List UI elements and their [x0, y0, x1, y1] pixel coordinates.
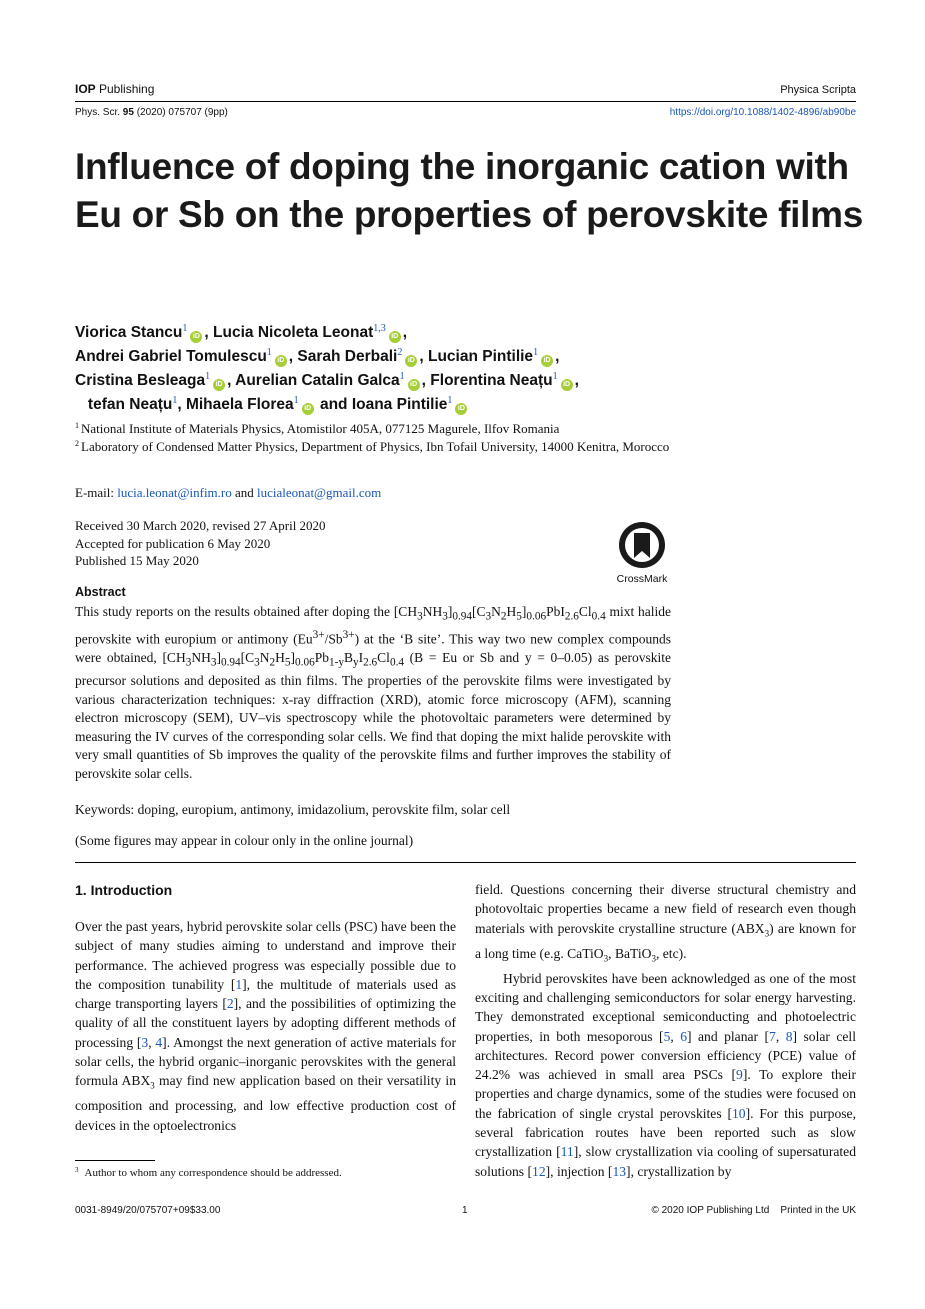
author-name[interactable]: Ioana Pintilie	[351, 396, 448, 413]
author-name[interactable]: tefan Neațu	[87, 396, 173, 413]
copyright: © 2020 IOP Publishing Ltd Printed in the UK	[651, 1205, 856, 1216]
header-rule	[75, 101, 856, 102]
section-heading: 1. Introduction	[75, 882, 173, 898]
published-date: Published 15 May 2020	[75, 553, 199, 568]
author-list: Viorica Stancu$^1$iD , Lucia Nicoleta Leonat$^{1,3}$iD , Andrei Gabriel Tomulescu$^1$iD , Sarah Derbali$^2$iD , Lucian Pintilie$^1$iD , Cristina Besleaga$^1$iD , Aurelian Catalin Galca$^1$iD , Florentina Neațu$^1$iD , tefan Neațu$^1$, Mihaela Florea$^1$iD and Ioana Pintilie$^1$iD	[75, 323, 579, 413]
paragraph: Hybrid perovskites have been acknowledged as one of the most exciting and challenging semiconductors for solar energy harvesting. They demonstrated exceptional semiconducting and photoelectric properties, in both mesoporous [5, 6] and planar [7, 8] solar cell architectures. Record power conversion efficiency (PCE) value of 24.2% was achieved in small area PSCs [9]. To explore their properties and charge dynamics, some of the studies were focused on the fabrication of single crystal perovskites [10]. For this purpose, several fabrication routes have been reported such as slow crystallization [11], slow crystallization via cooling of supersaturated solutions [12], injection [13], crystallization by	[475, 970, 856, 1179]
orcid-icon[interactable]: iD	[561, 379, 573, 391]
crossmark-label: CrossMark	[616, 573, 668, 585]
paragraph: Over the past years, hybrid perovskite solar cells (PSC) have been the subject of many studies aiming to understand and improve their performance. The achieved progress was especially possible due to the composition tunability [1], the multitude of materials used as charge transporting layers [2], and the possibilities of optimizing the quality of all the constituent layers by adopting different methods of processing [3, 4]. Amongst the next generation of active materials for solar cells, the hybrid organic–inorganic perovskites with the general formula $ABX_3$ may find new application based on their versatility in composition and processing, and low effective production cost of devices in the optoelectronics	[75, 919, 456, 1133]
orcid-icon[interactable]: iD	[389, 331, 401, 343]
citation-link[interactable]: 2	[226, 996, 234, 1012]
orcid-icon[interactable]: iD	[302, 403, 314, 415]
abstract-heading: Abstract	[75, 585, 126, 599]
author-name[interactable]: Viorica Stancu	[75, 324, 183, 341]
email-line: E-mail: lucia.leonat@infim.ro and lucialeonat@gmail.com	[75, 485, 382, 500]
journal-name: Physica Scripta	[780, 84, 856, 96]
issn-code: 0031-8949/20/075707+09$33.00	[75, 1205, 221, 1216]
orcid-icon[interactable]: iD	[408, 379, 420, 391]
citation-link[interactable]: 3	[141, 1034, 149, 1050]
author-name[interactable]: Andrei Gabriel Tomulescu	[75, 348, 267, 365]
author-name[interactable]: Lucia Nicoleta Leonat	[213, 324, 374, 341]
publisher-logo: IOP Publishing	[75, 82, 155, 96]
citation: Phys. Scr. 95 (2020) 075707 (9pp)	[75, 107, 228, 118]
left-column	[75, 917, 456, 1135]
orcid-icon[interactable]: iD	[541, 355, 553, 367]
doi-link[interactable]: https://doi.org/10.1088/1402-4896/ab90be	[669, 107, 856, 118]
right-column	[475, 880, 856, 1181]
citation-link[interactable]: 6	[680, 1028, 688, 1044]
orcid-icon[interactable]: iD	[213, 379, 225, 391]
orcid-icon[interactable]: iD	[275, 355, 287, 367]
abstract-text: This study reports on the results obtained after doping the $[CH_3NH_3]_{0.94}[C_3N_2H_5]_{0.06}PbI_{2.6}Cl_{0.4}$ mixt halide perovskite with europium or antimony $(Eu^{3+}/Sb^{3+})$ at the ‘B site’. This way two new complex compounds were obtained, $[CH_3NH_3]_{0.94}[C_3N_2H_5]_{0.06}Pb_{1-y}B_yI_{2.6}Cl_{0.4}$ (B = Eu or Sb and y = 0–0.05) as perovskite precursor solutions and deposited as thin films. The properties of the perovskite films were investigated by various characterization techniques: x-ray diffraction (XRD), atomic force microscopy (AFM), scanning electron microscopy (SEM), UV–vis spectroscopy while the photovoltaic parameters were determined by measuring the IV curves of the corresponding solar cells. We find that doping the mixt halide perovskite with very small quantities of Sb improves the quality of the perovskite films and further improves the stability of perovskite solar cells.	[75, 604, 672, 781]
accepted-date: Accepted for publication 6 May 2020	[75, 535, 271, 551]
footnote: $^3$ Author to whom any correspondence should be addressed.	[75, 1166, 342, 1179]
orcid-icon[interactable]: iD	[405, 355, 417, 367]
email-link[interactable]: lucialeonat@gmail.com	[257, 485, 382, 500]
crossmark-badge[interactable]	[614, 520, 670, 585]
received-date: Received 30 March 2020, revised 27 April 2020	[75, 518, 326, 533]
citation-link[interactable]: 10	[731, 1105, 746, 1121]
article-title: Influence of doping the inorganic cation with Eu or Sb on the properties of perovskite films	[75, 146, 864, 235]
citation-link[interactable]: 13	[612, 1163, 627, 1179]
author-name[interactable]: Aurelian Catalin Galca	[235, 372, 400, 389]
body-rule	[75, 862, 856, 863]
citation-link[interactable]: 1	[235, 976, 243, 992]
page-number: 1	[462, 1205, 468, 1216]
citation-link[interactable]: 5	[663, 1028, 671, 1044]
email-link[interactable]: lucia.leonat@infim.ro	[117, 485, 232, 500]
orcid-icon[interactable]: iD	[190, 331, 202, 343]
citation-link[interactable]: 12	[532, 1163, 546, 1179]
footnote-rule	[75, 1160, 155, 1161]
affiliation-2: $^2$ Laboratory of Condensed Matter Physics, Department of Physics, Ibn Tofail University, 14000 Kenitra, Morocco	[75, 439, 670, 454]
author-name[interactable]: Sarah Derbali	[297, 348, 398, 365]
citation-link[interactable]: 11	[560, 1144, 574, 1160]
author-name[interactable]: Lucian Pintilie	[427, 348, 534, 365]
publication-dates	[75, 517, 326, 570]
author-name[interactable]: Cristina Besleaga	[75, 372, 206, 389]
crossmark-icon	[617, 520, 667, 570]
citation-link[interactable]: 8	[785, 1028, 793, 1044]
author-name[interactable]: Mihaela Florea	[185, 396, 294, 413]
keywords: Keywords: doping, europium, antimony, imidazolium, perovskite film, solar cell	[75, 802, 511, 817]
citation-link[interactable]: 7	[769, 1028, 776, 1044]
orcid-icon[interactable]: iD	[455, 403, 467, 415]
author-name[interactable]: Florentina Neațu	[430, 372, 553, 389]
citation-link[interactable]: 4	[155, 1034, 163, 1050]
affiliation-1: $^1$ National Institute of Materials Physics, Atomistilor 405A, 077125 Magurele, Ilfov Romania	[75, 421, 560, 436]
paragraph: field. Questions concerning their diverse structural chemistry and photovoltaic properties became a new field of research even though materials with perovskite crystalline structure $(ABX_3)$ are known for a long time (e.g. CaTiO$_3$, BaTiO$_3$, etc).	[475, 882, 857, 964]
colour-note: (Some figures may appear in colour only in the online journal)	[75, 833, 414, 848]
citation-link[interactable]: 9	[736, 1067, 743, 1083]
